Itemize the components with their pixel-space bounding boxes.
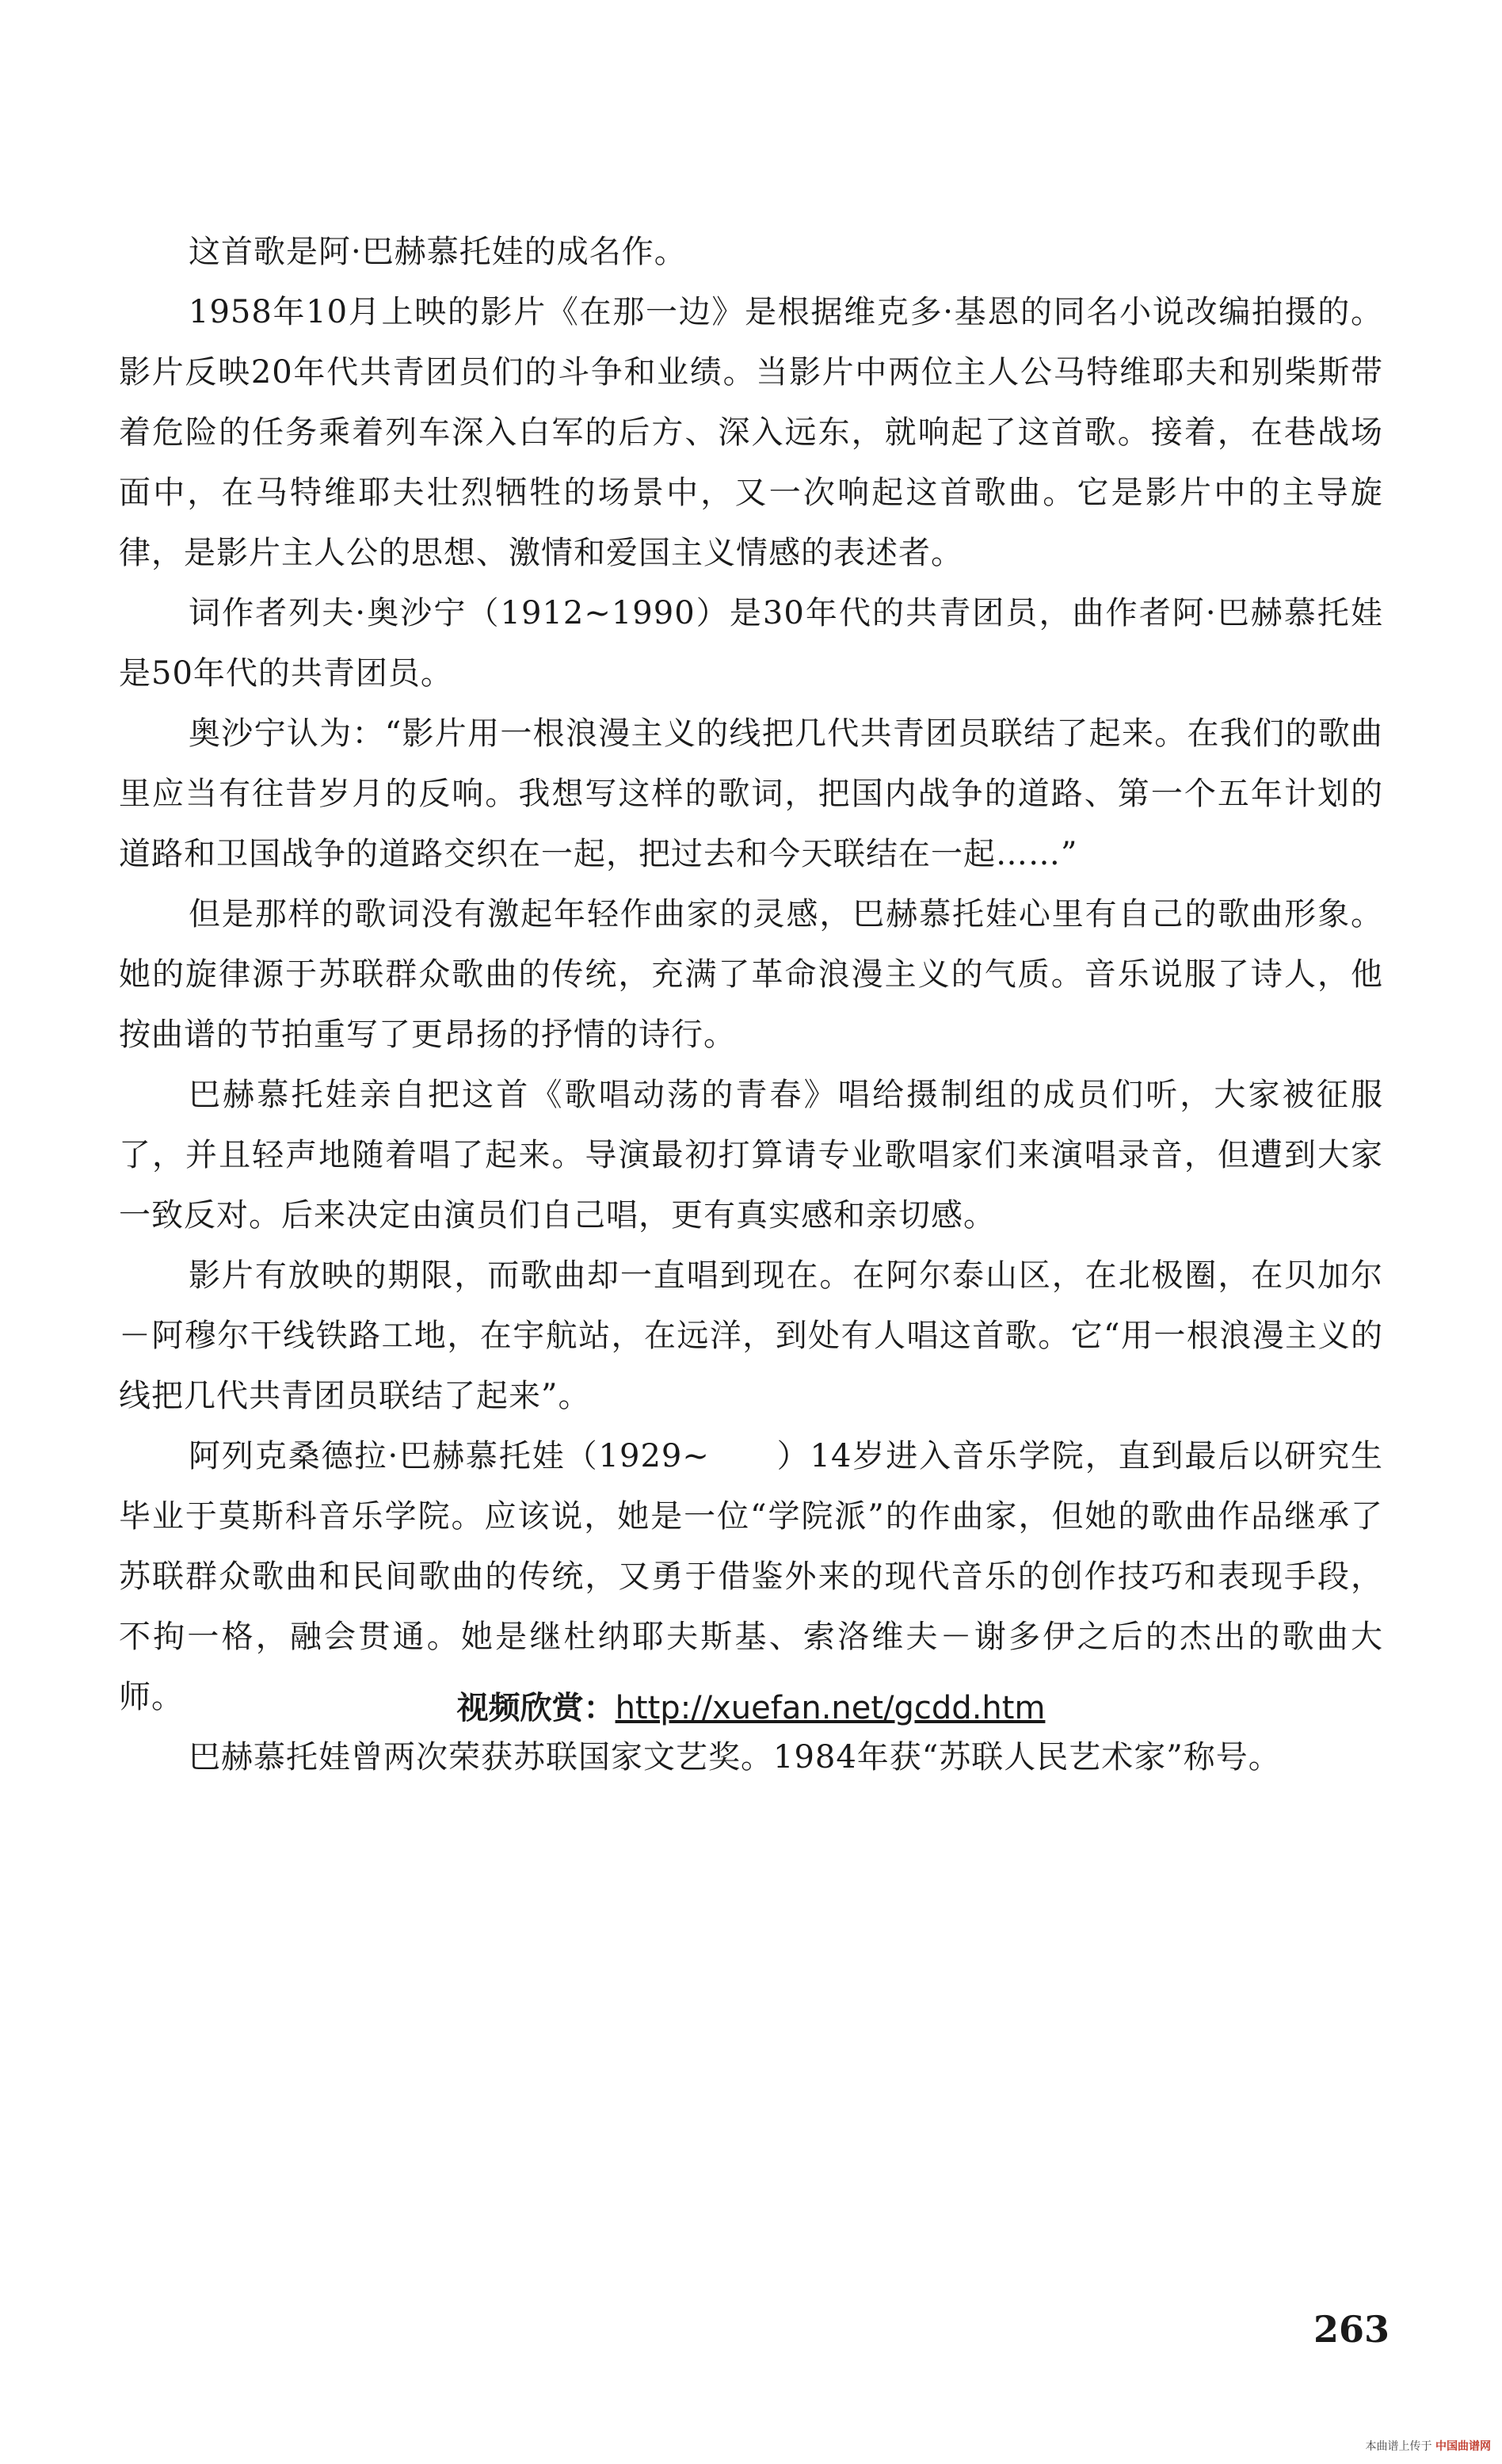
- paragraph: 巴赫慕托娃曾两次荣获苏联国家文艺奖。1984年获“苏联人民艺术家”称号。: [189, 1739, 1281, 1776]
- paragraph: 词作者列夫·奥沙宁（1912~1990）是30年代的共青团员，曲作者阿·巴赫慕托娃是50年代的共青团员。: [119, 595, 1383, 692]
- footer-site-logo: 中国曲谱网: [1435, 2440, 1491, 2453]
- paragraph: 奥沙宁认为：“影片用一根浪漫主义的线把几代共青团员联结了起来。在我们的歌曲里应当有往昔岁月的反响。我想写这样的歌词，把国内战争的道路、第一个五年计划的道路和卫国战争的道路交织在一起，把过去和今天联结在一起……”: [119, 715, 1383, 872]
- page-number: 263: [1313, 2308, 1390, 2351]
- footer-prefix: 本曲谱上传于: [1365, 2440, 1432, 2453]
- paragraph: 1958年10月上映的影片《在那一边》是根据维克多·基恩的同名小说改编拍摄的。影片反映20年代共青团员们的斗争和业绩。当影片中两位主人公马特维耶夫和别柴斯带着危险的任务乘着列车深入白军的后方、深入远东，就响起了这首歌。接着，在巷战场面中，在马特维耶夫壮烈牺牲的场景中，又一次响起这首歌曲。它是影片中的主导旋律，是影片主人公的思想、激情和爱国主义情感的表述者。: [119, 294, 1383, 571]
- body-text: [119, 222, 1383, 1787]
- footer-watermark: [1366, 2439, 1491, 2454]
- paragraph: 巴赫慕托娃亲自把这首《歌唱动荡的青春》唱给摄制组的成员们听，大家被征服了，并且轻声地随着唱了起来。导演最初打算请专业歌唱家们来演唱录音，但遭到大家一致反对。后来决定由演员们自己唱，更有真实感和亲切感。: [119, 1077, 1383, 1234]
- video-reference: [0, 1684, 1502, 1732]
- paragraph: 但是那样的歌词没有激起年轻作曲家的灵感，巴赫慕托娃心里有自己的歌曲形象。她的旋律源于苏联群众歌曲的传统，充满了革命浪漫主义的气质。音乐说服了诗人，他按曲谱的节拍重写了更昂扬的抒情的诗行。: [119, 896, 1383, 1053]
- paragraph: 阿列克桑德拉·巴赫慕托娃（1929~ ）14岁进入音乐学院，直到最后以研究生毕业于莫斯科音乐学院。应该说，她是一位“学院派”的作曲家，但她的歌曲作品继承了苏联群众歌曲和民间歌曲的传统，又勇于借鉴外来的现代音乐的创作技巧和表现手段，不拘一格，融会贯通。她是继杜纳耶夫斯基、索洛维夫－谢多伊之后的杰出的歌曲大师。: [119, 1438, 1383, 1715]
- video-link[interactable]: http://xuefan.net/gcdd.htm: [615, 1690, 1046, 1726]
- video-label: 视频欣赏：: [456, 1690, 616, 1726]
- paragraph: 影片有放映的期限，而歌曲却一直唱到现在。在阿尔泰山区，在北极圈，在贝加尔－阿穆尔干线铁路工地，在宇航站，在远洋，到处有人唱这首歌。它“用一根浪漫主义的线把几代共青团员联结了起来”。: [119, 1257, 1383, 1414]
- paragraph: 这首歌是阿·巴赫慕托娃的成名作。: [189, 234, 687, 270]
